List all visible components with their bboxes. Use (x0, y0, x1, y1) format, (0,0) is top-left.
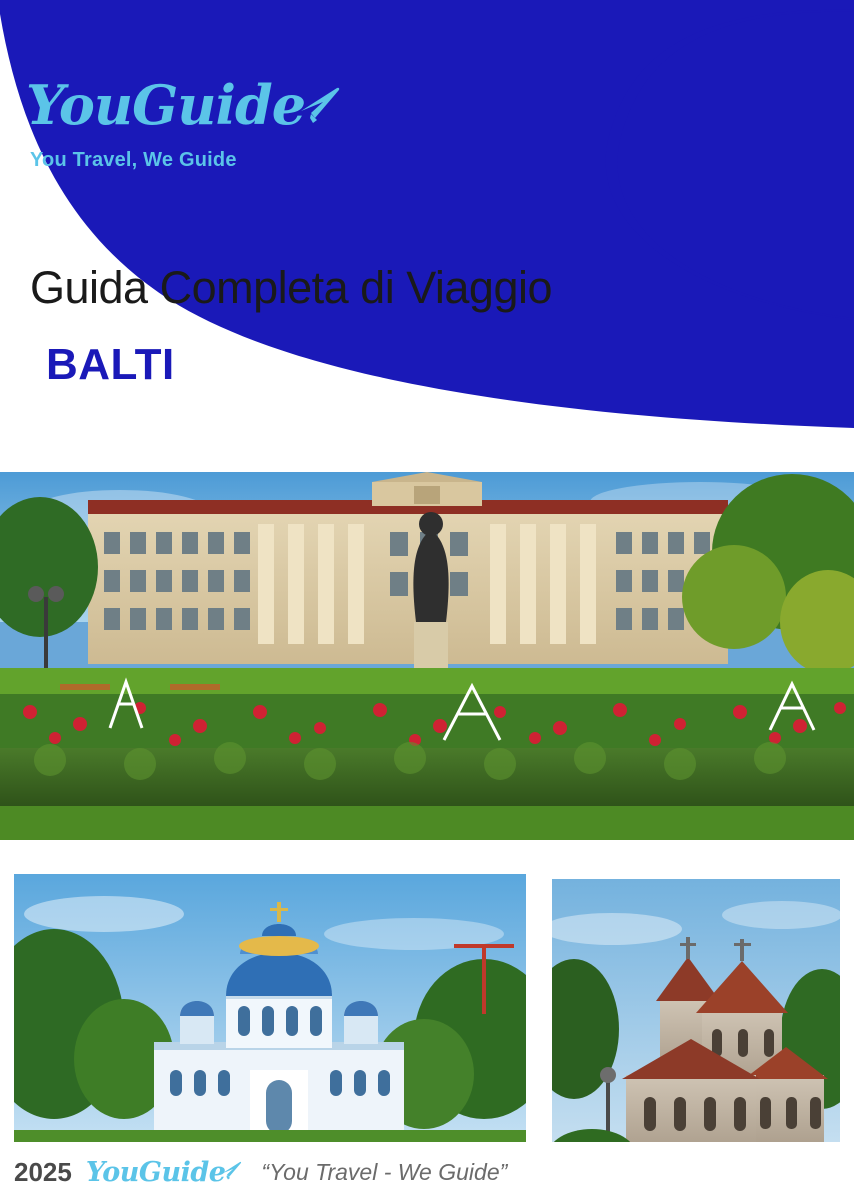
airplane-icon (219, 1158, 243, 1187)
brand-tagline: You Travel, We Guide (30, 149, 237, 171)
hero-illustration (0, 472, 854, 840)
header-curve-shape (0, 0, 854, 470)
footer-divider (520, 1146, 523, 1196)
brand-logo (26, 73, 446, 172)
footer-year: 2025 (14, 1156, 72, 1187)
footer-logo-text: YouGuide (85, 1156, 226, 1188)
cathedral-image (14, 874, 526, 1168)
header-banner (0, 0, 854, 470)
brand-logo-text: YouGuide (26, 73, 306, 137)
cathedral-illustration (14, 874, 526, 1168)
hero-image (0, 472, 854, 840)
footer-content (14, 1150, 521, 1194)
airplane-icon (295, 80, 343, 133)
city-name: BALTI (46, 340, 175, 389)
footer-bar (0, 1142, 854, 1200)
footer-slogan: “You Travel - We Guide” (261, 1158, 508, 1185)
page-title: Guida Completa di Viaggio (30, 262, 553, 313)
